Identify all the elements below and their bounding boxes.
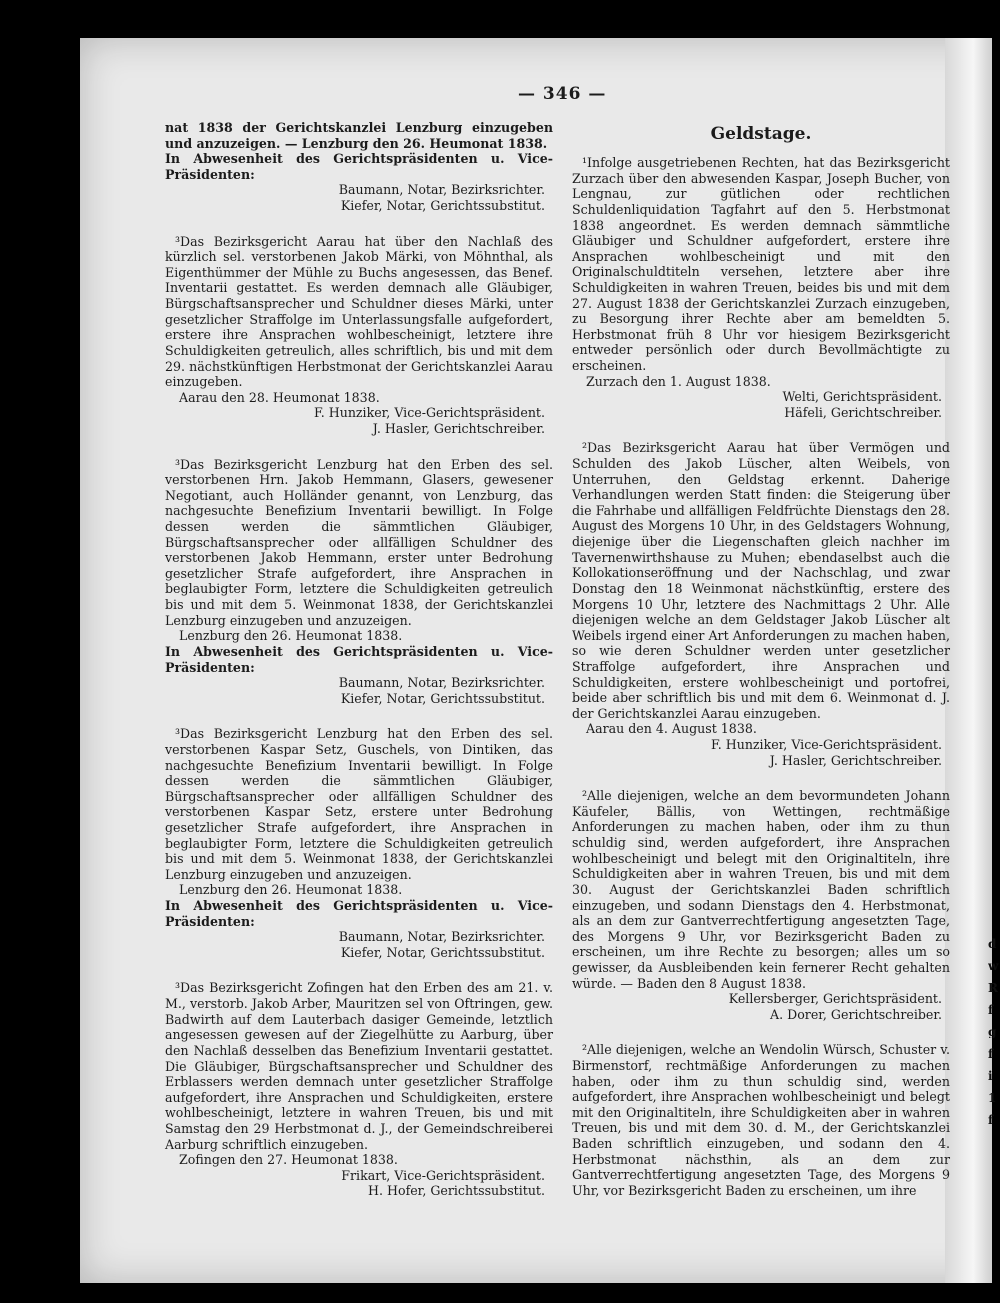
- signature: Kiefer, Notar, Gerichtssubstitut.: [340, 690, 545, 706]
- notice-text: ³Das Bezirksgericht Zofingen hat den Erben des am 21. v. M., verstorb. Jakob Arber, Mauritzen sel von Oftringen, gew. Badwirth auf dem Lauterbach dasiger Gemeinde, letztlich angesessen gewesen auf der Ziegelhütte zu Aarburg, über den Nachlaß desselben das Benefizium Inventarii gestattet. Die Gläubiger, Bürgschaftsansprecher und Schuldner des Erblassers werden demnach unter gesetzlicher Straffolge aufgefordert, ihre Ansprachen und Schuldigkeiten, erstere wohlbescheinigt, letztere in wahren Treuen, bis und mit Samstag den 29 Herbstmonat d. J., der Gemeindschreiberei Aarburg schriftlich einzugeben.: [165, 980, 553, 1152]
- notice-aarau-maerki: [165, 234, 553, 437]
- signature: Baumann, Notar, Bezirksrichter.: [338, 675, 545, 691]
- signature: Baumann, Notar, Bezirksrichter.: [338, 182, 545, 198]
- notice-preamble: In Abwesenheit des Gerichtspräsidenten u. Vice-Präsidenten:: [165, 643, 553, 675]
- left-column: [165, 120, 553, 1219]
- signature: F. Hunziker, Vice-Gerichtspräsident.: [313, 405, 545, 421]
- signature: F. Hunziker, Vice-Gerichtspräsident.: [710, 737, 942, 753]
- notice-text: ³Das Bezirksgericht Lenzburg hat den Erben des sel. verstorbenen Kaspar Setz, Guschels, von Dintiken, das nachgesuchte Benefizium Inventarii bewilligt. In Folge dessen werden die sämmtlichen Gläubiger, Bürgschaftsansprecher oder allfälligen Schuldner des verstorbenen Kaspar Setz, erstere unter Bedrohung gesetzlicher Strafe aufgefordert, ihre Ansprachen in beglaubigter Form, letztere die Schuldigkeiten getreulich bis und mit dem 5. Weinmonat 1838, der Gerichtskanzlei Lenzburg einzugeben und anzuzeigen.: [165, 726, 553, 882]
- bleed-char: i: [988, 1070, 993, 1082]
- notice-zurzach-bucher: [572, 155, 950, 420]
- notice-date: Zofingen den 27. Heumonat 1838.: [179, 1152, 398, 1168]
- signature: J. Hasler, Gerichtschreiber.: [372, 420, 545, 436]
- notice-baden-kaeufeler: [572, 788, 950, 1022]
- bleed-char: R: [988, 982, 998, 994]
- notice-lenzburg-hemmann: [165, 457, 553, 707]
- page-edge: [945, 38, 992, 1283]
- notice-baden-wuersch: [572, 1042, 950, 1198]
- signature: Baumann, Notar, Bezirksrichter.: [338, 929, 545, 945]
- signature: H. Hofer, Gerichtssubstitut.: [368, 1183, 545, 1199]
- notice-text: ²Alle diejenigen, welche an Wendolin Würsch, Schuster v. Birmenstorf, rechtmäßige Anforderungen zu machen haben, oder ihm zu thun schuldig sind, werden aufgefordert, ihre Ansprachen wohlbescheinigt und belegt mit den Originaltiteln, ihre Schuldigkeiten aber in wahren Treuen, bis und mit dem 30. d. M., der Gerichtskanzlei Baden schriftlich einzugeben, und sodann den 4. Herbstmonat nächsthin, als an dem zur Gantverrechtfertigung angesetzten Tage, des Morgens 9 Uhr, vor Bezirksgericht Baden zu erscheinen, um ihre: [572, 1042, 950, 1198]
- signature: Kellersberger, Gerichtspräsident.: [728, 991, 942, 1007]
- notice-text: ²Alle diejenigen, welche an dem bevormundeten Johann Käufeler, Bällis, von Wettingen, rechtmäßige Anforderungen zu machen haben, oder ihm zu thun schuldig sind, werden aufgefordert, ihre Ansprachen wohlbescheinigt und belegt mit den Originaltiteln, ihre Schuldigkeiten aber in wahren Treuen, bis und mit dem 30. August der Gerichtskanzlei Baden schriftlich einzugeben, und sodann Dienstags den 4. Herbstmonat, als an dem zur Gantverrechtfertigung angesetzten Tage, des Morgens 9 Uhr, vor Bezirksgericht Baden zu erscheinen, um ihre Rechte zu besorgen; alles um so gewisser, da Ausbleibenden kein fernerer Recht gehalten würde. — Baden den 8 August 1838.: [572, 788, 950, 991]
- bleed-char: f: [988, 1114, 994, 1126]
- notice-continuation: [165, 120, 553, 214]
- notice-date: Aarau den 28. Heumonat 1838.: [179, 389, 380, 405]
- signature: Häfeli, Gerichtschreiber.: [784, 404, 942, 420]
- notice-preamble: In Abwesenheit des Gerichtspräsidenten u. Vice-Präsidenten:: [165, 151, 553, 182]
- bleed-char: w: [988, 960, 999, 972]
- notice-text: ²Das Bezirksgericht Aarau hat über Vermögen und Schulden des Jakob Lüscher, alten Weibels, von Unterruhen, den Geldstag erkennt. Daherige Verhandlungen werden Statt finden: die Steigerung über die Fahrhabe und allfälligen Feldfrüchte Dienstags den 28. August des Morgens 10 Uhr, in des Geldstagers Wohnung, diejenige über die Liegenschaften gleich nachher im Tavernenwirthshause zu Muhen; ebendaselbst auch die Kollokationseröffnung und der Nachschlag, und zwar Donstag den 18 Weinmonat nächstkünftig, erstere des Morgens 10 Uhr, letztere des Nachmittags 2 Uhr. Alle diejenigen welche an dem Geldstager Jakob Lüscher alt Weibels irgend einer Art Anforderungen zu machen haben, so wie deren Schuldner werden unter gesetzlicher Straffolge aufgefordert, ihre Ansprachen und Schuldigkeiten, erstere wohlbescheinigt und portofrei, beide aber schriftlich bis und mit dem 6. Weinmonat d. J. der Gerichtskanzlei Aarau einzugeben.: [572, 440, 950, 721]
- bleed-char: g: [988, 1026, 997, 1038]
- notice-date: Lenzburg den 26. Heumonat 1838.: [179, 628, 403, 644]
- notice-text: ¹Infolge ausgetriebenen Rechten, hat das Bezirksgericht Zurzach über den abwesenden Kaspar, Joseph Bucher, von Lengnau, zur gütlichen oder rechtlichen Schuldenliquidation Tagfahrt auf den 5. Herbstmonat 1838 angeordnet. Es werden demnach sämmtliche Gläubiger und Schuldner aufgefordert, erstere ihre Ansprachen wohlbescheinigt und mit den Originalschuldtiteln versehen, letztere aber ihre Schuldigkeiten in wahren Treuen, beides bis und mit dem 27. August 1838 der Gerichtskanzlei Zurzach einzugeben, zu Besorgung ihrer Rechte aber am bemeldten 5. Herbstmonat früh 8 Uhr vor hiesigem Bezirksgericht entweder persönlich oder durch Bevollmächtigte zu erscheinen.: [572, 155, 950, 373]
- signature: Welti, Gerichtspräsident.: [782, 389, 942, 405]
- signature: Frikart, Vice-Gerichtspräsident.: [341, 1167, 545, 1183]
- section-heading: Geldstage.: [710, 124, 812, 144]
- notice-date: Aarau den 4. August 1838.: [586, 721, 757, 737]
- signature: Kiefer, Notar, Gerichtssubstitut.: [340, 944, 545, 960]
- notice-text: ³Das Bezirksgericht Aarau hat über den Nachlaß des kürzlich sel. verstorbenen Jakob Märki, von Möhnthal, als Eigenthümmer der Mühle zu Buchs angesessen, das Benef. Inventarii gestattet. Es werden demnach alle Gläubiger, Bürgschaftsansprecher und Schuldner dieses Märki, unter gesetzlicher Straffolge im Unterlassungsfalle aufgefordert, erstere ihre Ansprachen wohlbescheinigt, letztere ihre Schuldigkeiten getreulich, alles schriftlich, bis und mit dem 29. nächstkünftigen Herbstmonat der Gerichtskanzlei Aarau einzugeben.: [165, 233, 553, 390]
- signature: J. Hasler, Gerichtschreiber.: [769, 752, 942, 768]
- notice-lenzburg-setz: [165, 726, 553, 960]
- signature: A. Dorer, Gerichtschreiber.: [770, 1006, 942, 1022]
- signature: Kiefer, Notar, Gerichtssubstitut.: [340, 198, 545, 214]
- bleed-char: d: [988, 938, 997, 950]
- notice-text: nat 1838 der Gerichtskanzlei Lenzburg einzugeben und anzuzeigen. — Lenzburg den 26. Heumonat 1838.: [165, 120, 553, 151]
- bleed-char: f: [988, 1004, 994, 1016]
- notice-zofingen-arber: [165, 980, 553, 1199]
- bleed-char: 1: [988, 1092, 997, 1104]
- notice-preamble: In Abwesenheit des Gerichtspräsidenten u. Vice-Präsidenten:: [165, 898, 553, 929]
- notice-date: Zurzach den 1. August 1838.: [586, 373, 771, 389]
- notice-date: Lenzburg den 26. Heumonat 1838.: [179, 882, 403, 898]
- page-number: — 346 —: [518, 84, 607, 104]
- right-column: [572, 120, 950, 1218]
- notice-aarau-luescher: [572, 440, 950, 768]
- notice-text: ³Das Bezirksgericht Lenzburg hat den Erben des sel. verstorbenen Hrn. Jakob Hemmann, Glasers, gewesener Negotiant, auch Holländer genannt, von Lenzburg, das nachgesuchte Benefizium Inventarii bewilligt. In Folge dessen werden die sämmtlichen Gläubiger, Bürgschaftsansprecher oder allfälligen Schuldner des verstorbenen Jakob Hemmann, erster unter Bedrohung gesetzlicher Strafe aufgefordert, ihre Ansprachen in beglaubigter Form, letztere die Schuldigkeiten getreulich bis und mit dem 5. Weinmonat 1838, der Gerichtskanzlei Lenzburg einzugeben und anzuzeigen.: [165, 456, 553, 628]
- bleed-char: f: [988, 1048, 994, 1060]
